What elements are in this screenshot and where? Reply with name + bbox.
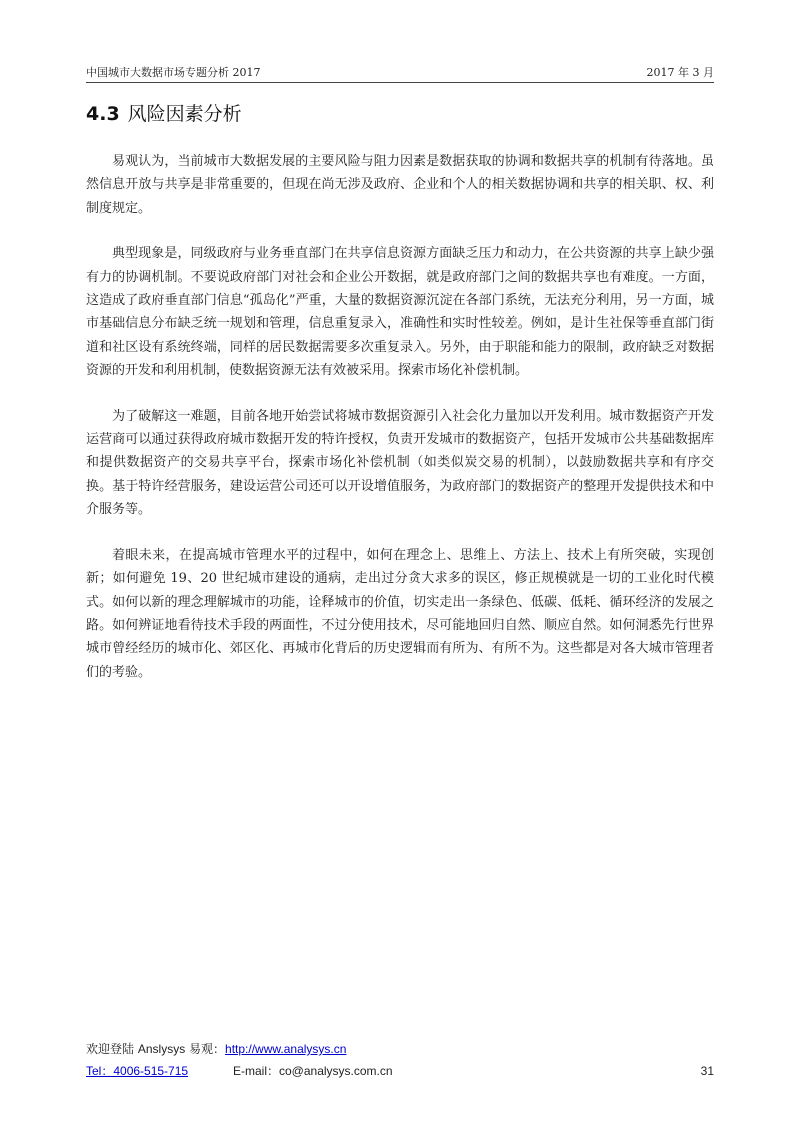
- paragraph-2: 典型现象是，同级政府与业务垂直部门在共享信息资源方面缺乏压力和动力，在公共资源的共享上缺少强有力的协调机制。不要说政府部门对社会和企业公开数据，就是政府部门之间的数据共享也有难度。一方面，这造成了政府垂直部门信息“孤岛化”严重，大量的数据资源沉淀在各部门系统，无法充分利用，另一方面，城市基础信息分布缺乏统一规划和管理，信息重复录入，准确性和实时性较差。例如，是计生社保等垂直部门街道和社区设有系统终端，同样的居民数据需要多次重复录入。另外，由于职能和能力的限制，政府缺乏对数据资源的开发和利用机制，使数据资源无法有效被采用。探索市场化补偿机制。: [86, 246, 714, 379]
- section-title: 风险因素分析: [127, 103, 242, 125]
- header-date: 2017 年 3 月: [646, 66, 714, 79]
- footer-brand-cn: 易观：: [189, 1042, 226, 1056]
- footer-welcome: 欢迎登陆: [86, 1042, 135, 1056]
- section-heading: [86, 101, 242, 127]
- paragraph-4: 着眼未来，在提高城市管理水平的过程中，如何在理念上、思维上、方法上、技术上有所突破，实现创新；如何避免 19、20 世纪城市建设的通病，走出过分贪大求多的误区，修正规模就是一切的工业化时代模式。如何以新的理念理解城市的功能，诠释城市的价值，切实走出一条绿色、低碳、低耗、循环经济的发展之路。如何辨证地看待技术手段的两面性，不过分使用技术，尽可能地回归自然、顺应自然。如何洞悉先行世界城市曾经经历的城市化、郊区化、再城市化背后的历史逻辑而有所为、有所不为。这些都是对各大城市管理者们的考验。: [86, 547, 714, 680]
- page-number: 31: [700, 1064, 714, 1078]
- footer-website-link[interactable]: http://www.analysys.cn: [225, 1042, 347, 1056]
- body-text: [86, 150, 714, 706]
- footer-brand: Anslysys: [137, 1042, 186, 1056]
- section-number: 4.3: [86, 103, 120, 125]
- footer-contact-line: [86, 1062, 714, 1080]
- header-report-title: 中国城市大数据市场专题分析 2017: [86, 66, 261, 79]
- footer-tel-link[interactable]: Tel：4006-515-715: [86, 1064, 189, 1078]
- paragraph-3: 为了破解这一难题，目前各地开始尝试将城市数据资源引入社会化力量加以开发利用。城市数据资产开发运营商可以通过获得政府城市数据开发的特许授权，负责开发城市的数据资产，包括开发城市公共基础数据库和提供数据资产的交易共享平台，探索市场化补偿机制（如类似炭交易的机制），以鼓励数据共享和有序交换。基于特许经营服务，建设运营公司还可以开设增值服务，为政府部门的数据资产的整理开发提供技术和中介服务等。: [86, 408, 714, 518]
- page-header: [86, 63, 714, 83]
- footer-email: E-mail：co@analysys.com.cn: [233, 1064, 393, 1078]
- paragraph-1: 易观认为，当前城市大数据发展的主要风险与阻力因素是数据获取的协调和数据共享的机制有待落地。虽然信息开放与共享是非常重要的，但现在尚无涉及政府、企业和个人的相关数据协调和共享的相关职、权、利制度规定。: [86, 154, 714, 216]
- footer-welcome-line: [86, 1040, 346, 1058]
